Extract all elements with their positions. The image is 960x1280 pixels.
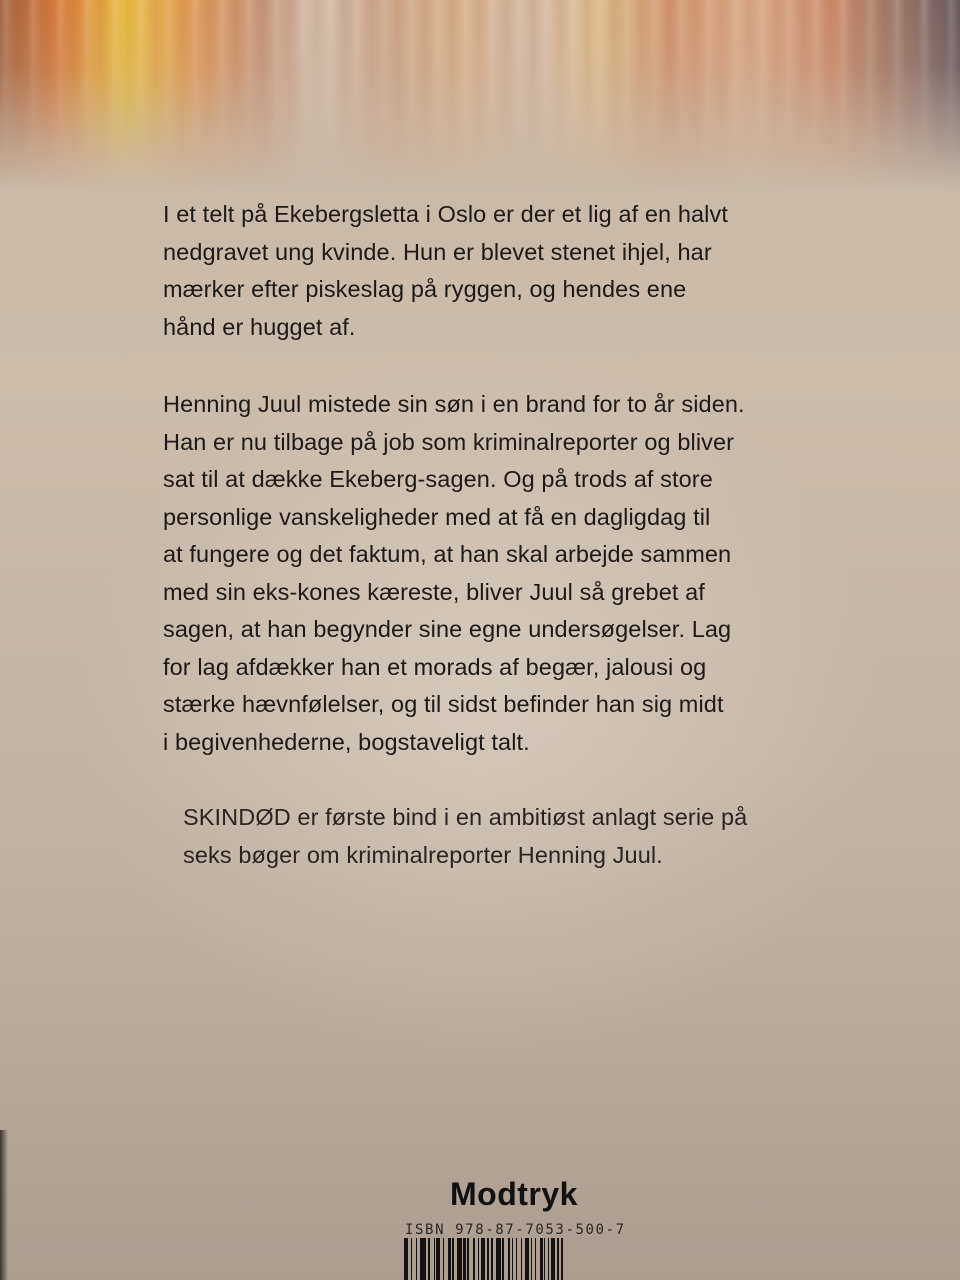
blurb-line: sagen, at han begynder sine egne undersøgelser. Lag [163, 616, 732, 642]
publisher-logo: Modtryk [450, 1176, 578, 1212]
blurb-line: Han er nu tilbage på job som kriminalreporter og bliver [163, 428, 735, 455]
blurb-line: hånd er hugget af. [163, 313, 356, 340]
blurb-line: Henning Juul mistede sin søn i en brand for to år siden. [163, 391, 745, 417]
blurb-paragraph-1 [163, 196, 863, 346]
barcode-bar [561, 1238, 562, 1280]
blurb-paragraph-2 [163, 386, 863, 761]
blurb-line: I et telt på Ekebergsletta i Oslo er der et lig af en halvt [163, 201, 728, 227]
blurb-paragraph-3 [163, 799, 863, 874]
blurb-line: for lag afdækker han et morads af begær, jalousi og [163, 653, 707, 680]
blurb-line: mærker efter piskeslag på ryggen, og hendes ene [163, 276, 687, 302]
blurb-line: sat til at dække Ekeberg-sagen. Og på trods af store [163, 466, 713, 492]
blurb-line: i begivenhederne, bogstaveligt talt. [163, 728, 530, 755]
blurb-line: nedgravet ung kvinde. Hun er blevet stenet ihjel, har [163, 238, 712, 265]
blurb-line: stærke hævnfølelser, og til sidst befinder han sig midt [163, 691, 724, 717]
back-cover-blurb [163, 196, 863, 874]
blurb-line: at fungere og det faktum, at han skal arbejde sammen [163, 541, 732, 567]
cover-art-streaks [0, 0, 960, 170]
blurb-line: SKINDØD er første bind i en ambitiøst anlagt serie på [183, 804, 748, 830]
blurb-line: med sin eks-kones kæreste, bliver Juul så grebet af [163, 578, 705, 605]
isbn-label: ISBN 978-87-7053-500-7 [405, 1222, 626, 1238]
barcode-icon [404, 1238, 636, 1280]
blurb-line: personlige vanskeligheder med at få en dagligdag til [163, 503, 711, 530]
blurb-line: seks bøger om kriminalreporter Henning Juul. [183, 841, 663, 868]
